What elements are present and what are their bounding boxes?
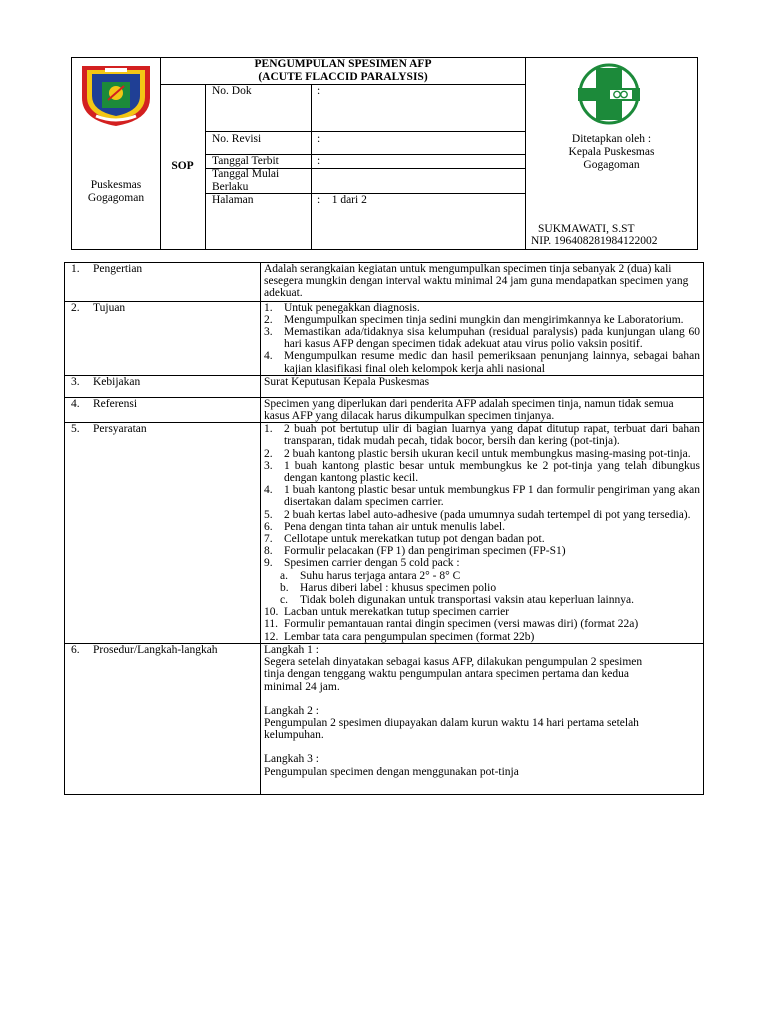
field-value-no-dok: : bbox=[317, 85, 321, 97]
section-persyaratan bbox=[65, 423, 704, 644]
approval-position: Kepala Puskesmas bbox=[568, 146, 655, 158]
section-text: Surat Keputusan Kepala Puskesmas bbox=[264, 375, 430, 388]
field-value-no-revisi: : bbox=[317, 133, 321, 145]
approval-org: Gogagoman bbox=[583, 159, 640, 171]
section-referensi bbox=[65, 397, 704, 422]
puskesmas-logo bbox=[570, 61, 648, 127]
step-text: Segera setelah dinyatakan sebagai kasus AFP, dilakukan pengumpulan 2 spesimen tinja dengan tenggang waktu pengumpulan antara specimen pertama dan kedua minimal 24 jam. bbox=[264, 656, 643, 693]
sub-list-item: a. Suhu harus terjaga antara 2° - 8° C bbox=[280, 569, 461, 582]
list-item: 1. 2 buah pot bertutup ulir di bagian luarnya yang dapat ditutup rapat, terbuat dari bahan transparan, tidak mudah pecah, tidak bocor, bersih dan kering (pot-tinja). bbox=[264, 423, 700, 448]
org-name: Puskesmas bbox=[90, 179, 142, 191]
list-item: 4. 1 buah kantong plastic besar untuk membungkus FP 1 dan formulir pengiriman yang akan disertakan dalam specimen carrier. bbox=[264, 484, 700, 509]
section-number: 5. bbox=[71, 423, 80, 436]
sub-list-item: b. Harus diberi label : khusus specimen polio bbox=[280, 581, 497, 594]
list-item: 1. Untuk penegakkan diagnosis. bbox=[264, 301, 420, 314]
field-value-tanggal-terbit: : bbox=[317, 155, 321, 167]
step-text: Pengumpulan specimen dengan menggunakan pot-tinja bbox=[264, 765, 519, 778]
section-kebijakan bbox=[65, 375, 704, 397]
section-label: Kebijakan bbox=[93, 375, 141, 388]
document-subtitle: (ACUTE FLACCID PARALYSIS) bbox=[258, 70, 428, 83]
section-number: 6. bbox=[71, 643, 80, 656]
field-label-berlaku: Berlaku bbox=[212, 181, 249, 193]
list-item: 8. Formulir pelacakan (FP 1) dan pengiriman specimen (FP-S1) bbox=[264, 545, 566, 558]
list-item: 10. Lacban untuk merekatkan tutup specimen carrier bbox=[264, 606, 510, 619]
tujuan-list bbox=[264, 302, 700, 375]
section-number: 1. bbox=[71, 263, 80, 275]
section-label: Persyaratan bbox=[93, 423, 147, 436]
list-item: 2. Mengumpulkan specimen tinja sedini mungkin dan mengirimkannya ke Laboratorium. bbox=[264, 313, 684, 326]
field-label-no-revisi: No. Revisi bbox=[212, 133, 262, 145]
step-title: Langkah 3 : bbox=[264, 753, 319, 766]
field-label-tanggal-terbit: Tanggal Terbit bbox=[212, 155, 279, 167]
section-number: 2. bbox=[71, 301, 80, 314]
sub-list-item: c. Tidak boleh digunakan untuk transportasi vaksin atau keperluan lainnya. bbox=[280, 594, 634, 607]
section-label: Referensi bbox=[93, 397, 138, 410]
section-prosedur bbox=[65, 643, 704, 794]
step-title: Langkah 1 : bbox=[264, 643, 319, 656]
section-label: Pengertian bbox=[93, 263, 143, 275]
signer-name: SUKMAWATI, S.ST bbox=[538, 223, 635, 235]
step-title: Langkah 2 : bbox=[264, 704, 319, 717]
section-number: 3. bbox=[71, 375, 80, 388]
list-item: 9. Spesimen carrier dengan 5 cold pack : bbox=[264, 557, 460, 570]
section-label: Prosedur/Langkah-langkah bbox=[93, 643, 218, 656]
regional-emblem-logo bbox=[78, 60, 154, 128]
list-item: 6. Pena dengan tinta tahan air untuk menulis label. bbox=[264, 520, 505, 533]
section-tujuan bbox=[65, 301, 704, 375]
approval-label: Ditetapkan oleh : bbox=[571, 133, 652, 145]
list-item: 4. Mengumpulkan resume medic dan hasil pemeriksaan penunjang lainnya, sebagai bahan kajian klasifikasi final oleh kelompok kerja ahli nasional bbox=[264, 350, 700, 375]
field-label-tanggal-mulai: Tanggal Mulai bbox=[212, 168, 280, 180]
field-label-no-dok: No. Dok bbox=[212, 85, 252, 97]
section-text: Specimen yang diperlukan dari penderita AFP adalah specimen tinja, namun tidak semua kasus AFP yang dilacak harus dikumpulkan specimen tinjanya. bbox=[264, 397, 674, 423]
field-value-halaman: : 1 dari 2 bbox=[317, 194, 367, 206]
field-label-halaman: Halaman bbox=[212, 194, 254, 206]
sop-label: SOP bbox=[171, 160, 194, 172]
list-item: 2. 2 buah kantong plastic bersih ukuran kecil untuk membungkus masing-masing pot-tinja. bbox=[264, 447, 691, 460]
section-label: Tujuan bbox=[93, 301, 126, 314]
sop-content-table bbox=[64, 262, 704, 795]
list-item: 7. Cellotape untuk merekatkan tutup pot dengan badan pot. bbox=[264, 533, 545, 546]
list-item: 5. 2 buah kertas label auto-adhesive (pada umumnya sudah tertempel di pot yang tersedia). bbox=[264, 508, 691, 521]
persyaratan-list bbox=[264, 423, 700, 643]
step-text: Pengumpulan 2 spesimen diupayakan dalam kurun waktu 14 hari pertama setelah kelumpuhan. bbox=[264, 716, 639, 742]
document-title: PENGUMPULAN SPESIMEN AFP bbox=[254, 58, 432, 70]
list-item: 3. Memastikan ada/tidaknya sisa kelumpuhan (residual paralysis) pada kunjungan ulang 60 hari kasus AFP dengan specimen tidak adekuat atau virus polio vaksin positif. bbox=[264, 326, 700, 351]
org-name-line2: Gogagoman bbox=[87, 192, 145, 204]
signer-nip: NIP. 196408281984122002 bbox=[531, 235, 658, 247]
list-item: 12. Lembar tata cara pengumpulan specimen (format 22b) bbox=[264, 630, 535, 643]
section-number: 4. bbox=[71, 397, 80, 410]
list-item: 3. 1 buah kantong plastic besar untuk membungkus ke 2 pot-tinja yang telah dibungkus dengan kantong plastic kecil. bbox=[264, 459, 700, 485]
section-text: Adalah serangkaian kegiatan untuk mengumpulkan specimen tinja sebanyak 2 (dua) kali sesegera mungkin dengan interval waktu minimal 24 jam guna mendapatkan specimen yang adekuat. bbox=[264, 263, 689, 300]
section-pengertian bbox=[65, 263, 704, 302]
list-item: 11. Formulir pemantauan rantai dingin specimen (versi mawas diri) (format 22a) bbox=[264, 618, 639, 631]
